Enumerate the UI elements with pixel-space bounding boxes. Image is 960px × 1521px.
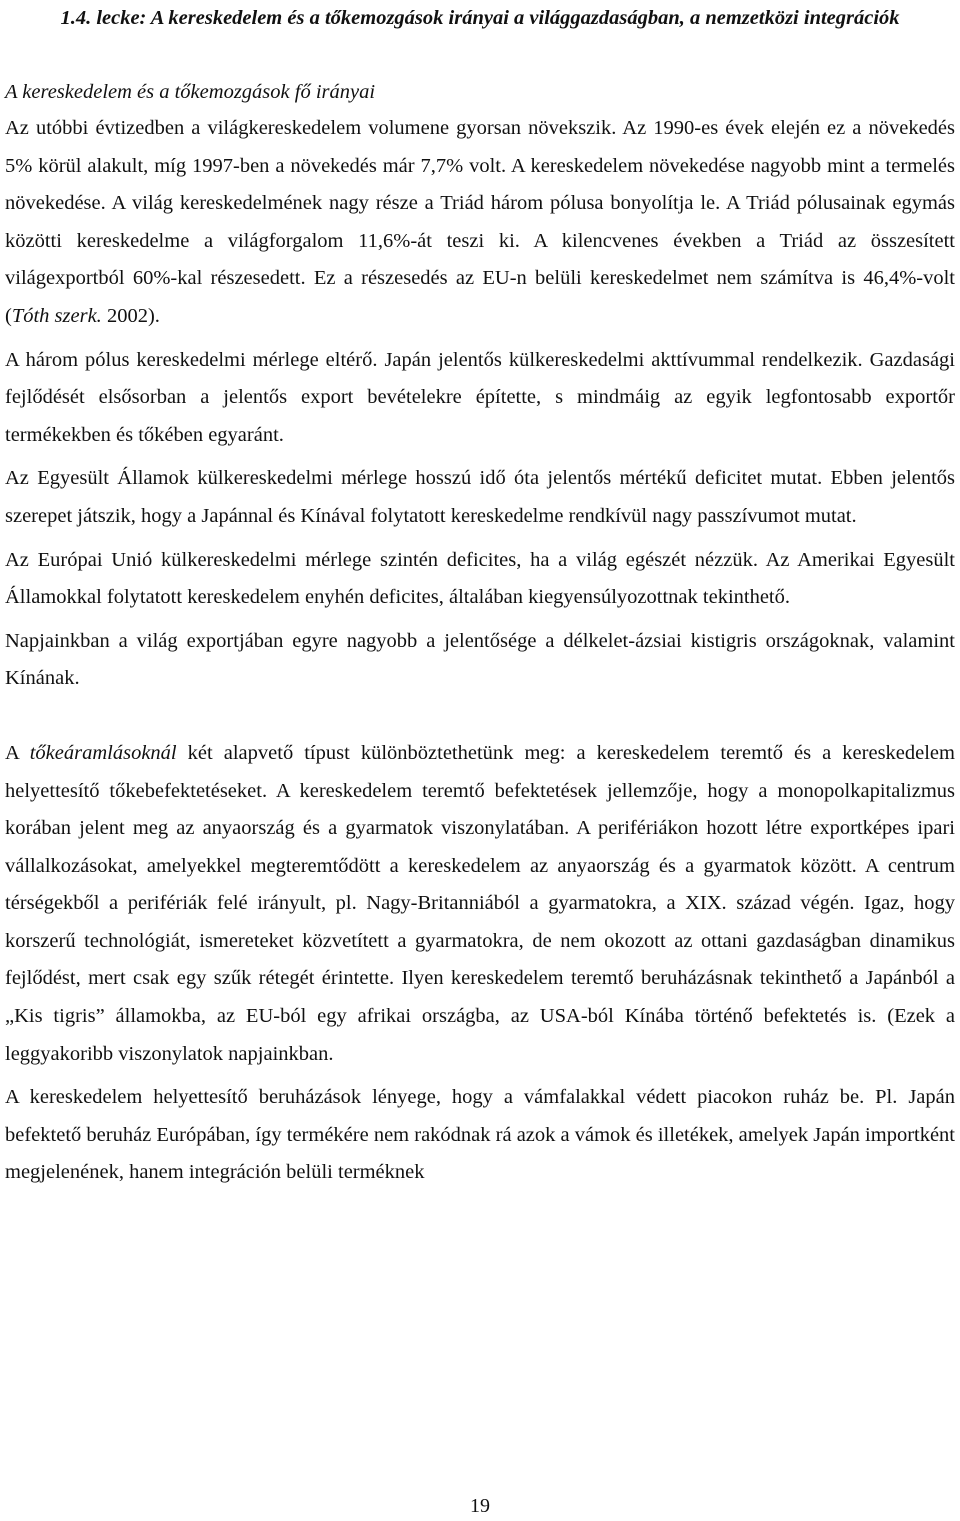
citation-author: Tóth szerk.: [11, 304, 102, 327]
paragraph-japan: A három pólus kereskedelmi mérlege eltérő. Japán jelentős külkereskedelmi akttívummal rendelkezik. Gazdasági fejlődését elsősorban a jelentős export bevételekre építette, s mindmáig az egyik legfontosabb exportőr termékekben és tőkében egyaránt.: [5, 348, 955, 446]
paragraph-eu: Az Európai Unió külkereskedelmi mérlege szintén deficites, ha a világ egészét nézzük. Az Amerikai Egyesült Államokkal folytatott kereskedelem enyhén deficites, általában kiegyensúlyozottnak tekinthető.: [5, 548, 955, 609]
section-subheading: A kereskedelem és a tőkemozgások fő irányai: [5, 81, 376, 103]
paragraph-lead: A: [5, 741, 30, 764]
page-number: 19: [470, 1495, 490, 1517]
paragraph-world-trade: [5, 110, 955, 336]
paragraph-asia: Napjainkban a világ exportjában egyre nagyobb a jelentősége a délkelet-ázsiai kistigris országoknak, valamint Kínának.: [5, 629, 955, 690]
emphasized-term: tőkeáramlásoknál: [29, 741, 177, 764]
page-title: 1.4. lecke: A kereskedelem és a tőkemozgások irányai a világgazdaságban, a nemzetközi integrációk: [60, 7, 900, 29]
citation-year: 2002).: [101, 304, 160, 327]
paragraph-text: két alapvető típust különböztethetünk meg: a kereskedelem teremtő és a kereskedelem helyettesítő tőkebefektetéseket. A kereskedelem teremtő befektetések jellemzője, hogy a monopolkapitalizmus korában jelent meg az anyaország és a gyarmatok viszonylatában. A perifériákon hozott létre exportképes ipari vállalkozásokat, amelyekkel megteremtődött a kereskedelem az anyaország és a gyarmatok között. A centrum térségekből a perifériák felé irányult, pl. Nagy-Britanniából a gyarmatokra, a XIX. század végén. Igaz, hogy korszerű technológiát, ismereteket közvetített a gyarmatokra, de nem okozott az ottani gazdaságban dinamikus fejlődést, mert csak egy szűk rétegét érintette. Ilyen kereskedelem teremtő beruházásnak tekinthető a Japánból a „Kis tigris” államokba, az EU-ból egy afrikai országba, az USA-ból Kínába történő befektetés is. (Ezek a leggyakoribb viszonylatok napjainkban.: [5, 741, 955, 1065]
paragraph-substitution-investment: A kereskedelem helyettesítő beruházások lényege, hogy a vámfalakkal védett piacokon ruház be. Pl. Japán befektető beruház Európában, így termékére nem rakódnak rá azok a vámok és illetékek, amelyek Japán importként megjelenének, hanem integráción belüli terméknek: [5, 1086, 956, 1184]
paragraph-capital-flows: [5, 735, 955, 1073]
paragraph-usa: Az Egyesült Államok külkereskedelmi mérlege hosszú idő óta jelentős mértékű deficitet mutat. Ebben jelentős szerepet játszik, hogy a Japánnal és Kínával folytatott kereskedelme rendkívül nagy passzívumot mutat.: [5, 467, 955, 527]
document-page: [5, 0, 955, 1192]
paragraph-text: Az utóbbi évtizedben a világkereskedelem volumene gyorsan növekszik. Az 1990-es évek elején ez a növekedés 5% körül alakult, míg 1997-ben a növekedés már 7,7% volt. A kereskedelem növekedése nagyobb mint a termelés növekedése. A világ kereskedelmének nagy része a Triád három pólusa bonyolítja le. A Triád pólusainak egymás közötti kereskedelme a világforgalom 11,6%-át teszi ki. A kilencvenes években a Triád az összesített világexportból 60%-kal részesedett. Ez a részesedés az EU-n belüli kereskedelmet nem számítva is 46,4%-volt (: [5, 117, 955, 327]
